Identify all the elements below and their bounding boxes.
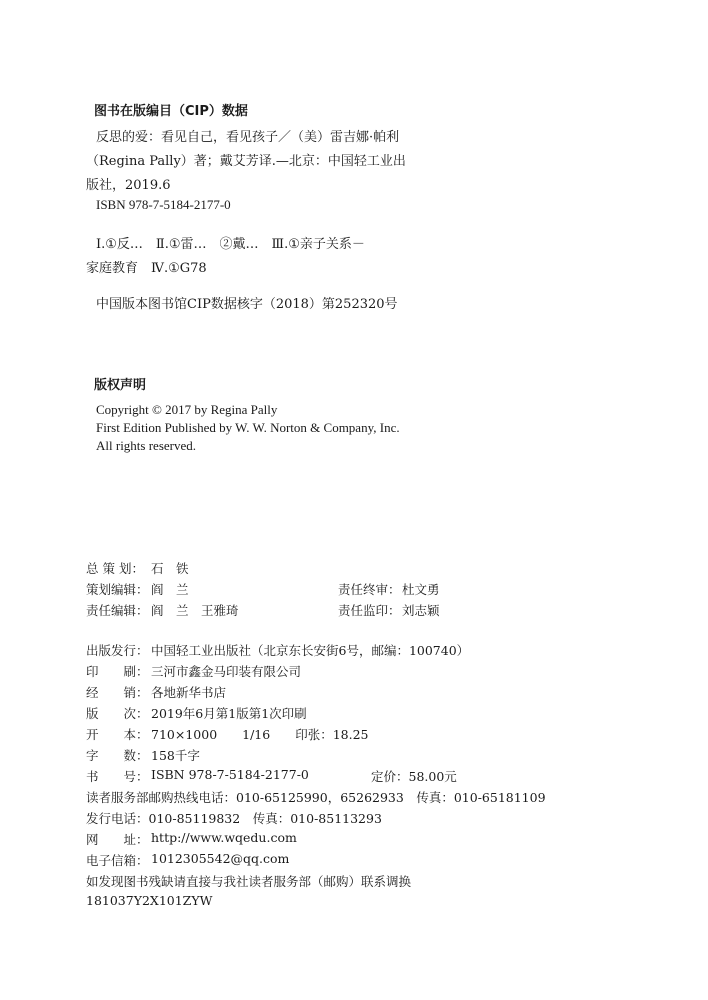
copyright-line-3: All rights reserved.: [96, 438, 197, 453]
publisher-label: 出版发行：: [86, 643, 149, 658]
cip-classification-2: 家庭教育 Ⅳ.①G78: [86, 261, 207, 276]
format-label: 开 本：: [86, 727, 149, 742]
supervisor-label: 责任监印：: [338, 603, 401, 618]
cip-line-2: （Regina Pally）著；戴艾芳译.—北京：中国轻工业出: [86, 154, 406, 169]
defect-replacement-note: 如发现图书残缺请直接与我社读者服务部（邮购）联系调换: [86, 874, 412, 889]
resp-editor-value: 阎 兰 王雅琦: [151, 603, 239, 618]
cip-line-1: 反思的爱：看见自己，看见孩子／（美）雷吉娜·帕利: [96, 130, 400, 145]
planner-value: 石 铁: [151, 561, 189, 576]
cip-classification-1: Ⅰ.①反… Ⅱ.①雷… ②戴… Ⅲ.①亲子关系－: [96, 237, 365, 252]
distributor-label: 经 销：: [86, 685, 149, 700]
edition-value: 2019年6月第1版第1次印刷: [151, 706, 307, 721]
cip-isbn: ISBN 978-7-5184-2177-0: [96, 197, 231, 212]
planner-label: 总 策 划：: [86, 561, 144, 576]
copyright-line-1: Copyright © 2017 by Regina Pally: [96, 402, 278, 417]
copyright-line-2: First Edition Published by W. W. Norton & Company, Inc.: [96, 420, 400, 435]
cip-line-3: 版社，2019.6: [86, 178, 171, 193]
price-value: 定价：58.00元: [371, 769, 457, 784]
format-value: 710×1000 1/16 印张：18.25: [151, 727, 369, 742]
distributor-value: 各地新华书店: [151, 685, 227, 700]
mail-order-hotline: 读者服务部邮购热线电话：010-65125990，65262933 传真：010-65181109: [86, 790, 546, 805]
email-value: 1012305542@qq.com: [151, 851, 290, 866]
plan-editor-value: 阎 兰: [151, 582, 189, 597]
cip-approval-number: 中国版本图书馆CIP数据核字（2018）第252320号: [96, 297, 398, 312]
edition-label: 版 次：: [86, 706, 149, 721]
publisher-value: 中国轻工业出版社（北京东长安街6号，邮编：100740）: [151, 643, 470, 658]
supervisor-value: 刘志颖: [402, 603, 440, 618]
copyright-heading: 版权声明: [94, 378, 147, 393]
cip-heading: 图书在版编目（CIP）数据: [94, 104, 248, 119]
website-label: 网 址：: [86, 832, 149, 847]
distribution-phone: 发行电话：010-85119832 传真：010-85113293: [86, 811, 382, 826]
website-value: http://www.wqedu.com: [151, 830, 297, 845]
email-label: 电子信箱：: [86, 853, 149, 868]
print-code: 181037Y2X101ZYW: [86, 893, 213, 908]
isbn-label: 书 号：: [86, 769, 149, 784]
printer-label: 印 刷：: [86, 664, 149, 679]
final-review-value: 杜文勇: [402, 582, 440, 597]
isbn-value: ISBN 978-7-5184-2177-0: [151, 767, 309, 782]
resp-editor-label: 责任编辑：: [86, 603, 149, 618]
plan-editor-label: 策划编辑：: [86, 582, 149, 597]
printer-value: 三河市鑫金马印装有限公司: [151, 664, 302, 679]
word-count-value: 158千字: [151, 748, 200, 763]
word-count-label: 字 数：: [86, 748, 149, 763]
final-review-label: 责任终审：: [338, 582, 401, 597]
